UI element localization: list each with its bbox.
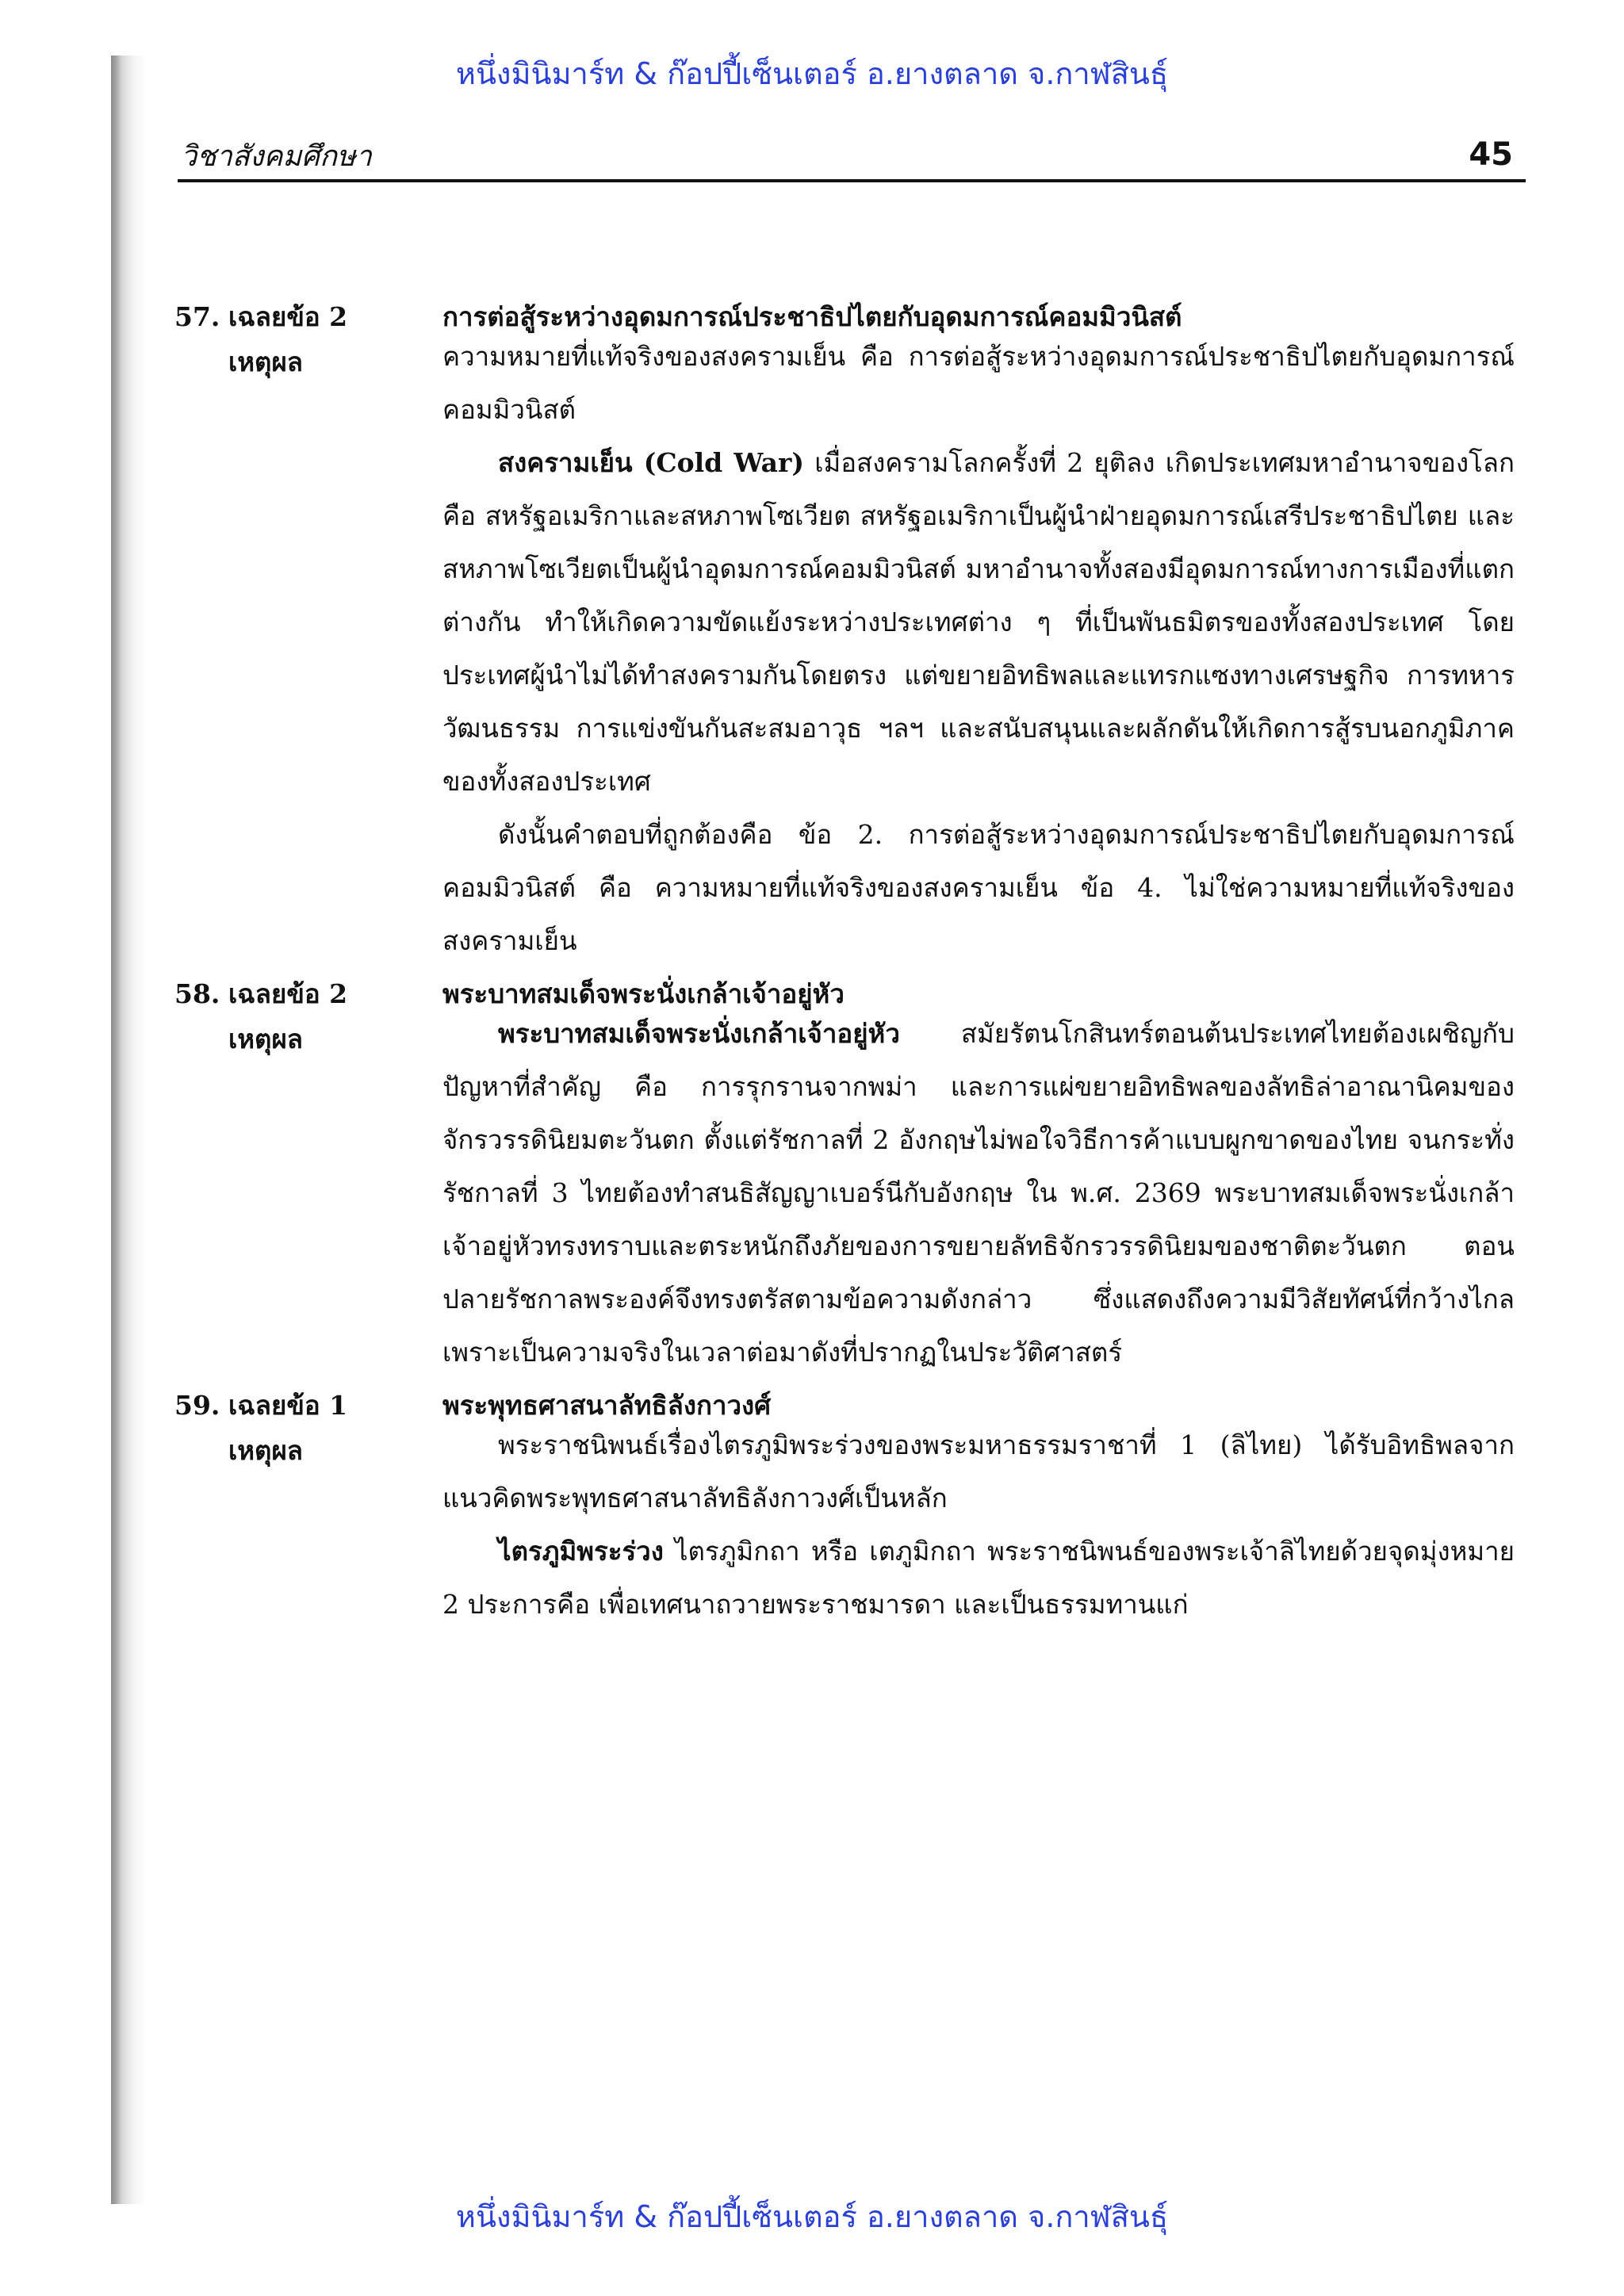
page-number: 45 <box>1469 136 1513 173</box>
answer-content <box>174 293 1515 1634</box>
reason-label: เหตุผล <box>228 1024 304 1054</box>
reason-label: เหตุผล <box>228 1435 304 1466</box>
answer-label: เฉลยข้อ 2 <box>228 301 348 332</box>
answer-item-58 <box>174 970 1515 1379</box>
reason-body <box>442 1007 1515 1379</box>
answer-text: การต่อสู้ระหว่างอุดมการณ์ประชาธิปไตยกับอุดมการณ์คอมมิวนิสต์ <box>442 301 1182 332</box>
reason-paragraph <box>442 1525 1515 1631</box>
subject-heading: วิชาสังคมศึกษา <box>181 140 372 173</box>
answer-text: พระบาทสมเด็จพระนั่งเกล้าเจ้าอยู่หัว <box>442 978 845 1009</box>
bold-term: ไตรภูมิพระร่วง <box>498 1536 664 1567</box>
reason-paragraph: ความหมายที่แท้จริงของสงครามเย็น คือ การต่อสู้ระหว่างอุดมการณ์ประชาธิปไตยกับอุดมการณ์คอมมิวนิสต์ <box>442 341 1515 425</box>
watermark-bottom: หนึ่งมินิมาร์ท & ก๊อปปี้เซ็นเตอร์ อ.ยางตลาด จ.กาฬสินธุ์ <box>455 2199 1169 2234</box>
answer-label: เฉลยข้อ 1 <box>228 1390 348 1421</box>
bold-term: สงครามเย็น (Cold War) <box>498 447 804 478</box>
reason-label: เหตุผล <box>228 346 304 377</box>
reason-paragraph <box>442 436 1515 808</box>
item-number: 59. <box>174 1390 220 1421</box>
reason-paragraph: ดังนั้นคำตอบที่ถูกต้องคือ ข้อ 2. การต่อสู้ระหว่างอุดมการณ์ประชาธิปไตยกับอุดมการณ์คอมมิวนิสต์ คือ ความหมายที่แท้จริงของสงครามเย็น ข้อ 4. ไม่ใช่ความหมายที่แท้จริงของสงครามเย็น <box>442 819 1515 956</box>
reason-paragraph: พระราชนิพนธ์เรื่องไตรภูมิพระร่วงของพระมหาธรรมราชาที่ 1 (ลิไทย) ได้รับอิทธิพลจากแนวคิดพระพุทธศาสนาลัทธิลังกาวงศ์เป็นหลัก <box>442 1429 1515 1513</box>
paragraph-text: เมื่อสงครามโลกครั้งที่ 2 ยุติลง เกิดประเทศมหาอำนาจของโลก คือ สหรัฐอเมริกาและสหภาพโซเวียต สหรัฐอเมริกาเป็นผู้นำฝ่ายอุดมการณ์เสรีประชาธิปไตย และสหภาพโซเวียตเป็นผู้นำอุดมการณ์คอมมิวนิสต์ มหาอำนาจทั้งสองมีอุดมการณ์ทางการเมืองที่แตกต่างกัน ทำให้เกิดความขัดแย้งระหว่างประเทศต่าง ๆ ที่เป็นพันธมิตรของทั้งสองประเทศ โดยประเทศผู้นำไม่ได้ทำสงครามกันโดยตรง แต่ขยายอิทธิพลและแทรกแซงทางเศรษฐกิจ การทหาร วัฒนธรรม การแข่งขันกันสะสมอาวุธ ฯลฯ และสนับสนุนและผลักดันให้เกิดการสู้รบนอกภูมิภาคของทั้งสองประเทศ <box>442 447 1515 797</box>
item-number: 58. <box>174 978 220 1009</box>
bold-term: พระบาทสมเด็จพระนั่งเกล้าเจ้าอยู่หัว <box>498 1018 900 1049</box>
reason-paragraph <box>442 1007 1515 1379</box>
answer-item-57 <box>174 293 1515 967</box>
paragraph-text: ไตรภูมิกถา หรือ เตภูมิกถา พระราชนิพนธ์ของพระเจ้าลิไทยด้วยจุดมุ่งหมาย 2 ประการคือ เพื่อเทศนาถวายพระราชมารดา และเป็นธรรมทานแก่ <box>442 1536 1515 1620</box>
watermark-top: หนึ่งมินิมาร์ท & ก๊อปปี้เซ็นเตอร์ อ.ยางตลาด จ.กาฬสินธุ์ <box>455 56 1169 91</box>
paragraph-text: สมัยรัตนโกสินทร์ตอนต้นประเทศไทยต้องเผชิญกับปัญหาที่สำคัญ คือ การรุกรานจากพม่า และการแผ่ขยายอิทธิพลของลัทธิล่าอาณานิคมของจักรวรรดินิยมตะวันตก ตั้งแต่รัชกาลที่ 2 อังกฤษไม่พอใจวิธีการค้าแบบผูกขาดของไทย จนกระทั่งรัชกาลที่ 3 ไทยต้องทำสนธิสัญญาเบอร์นีกับอังกฤษ ใน พ.ศ. 2369 พระบาทสมเด็จพระนั่งเกล้าเจ้าอยู่หัวทรงทราบและตระหนักถึงภัยของการขยายลัทธิจักรวรรดินิยมของชาติตะวันตก ตอนปลายรัชกาลพระองค์จึงทรงตรัสตามข้อความดังกล่าว ซึ่งแสดงถึงความมีวิสัยทัศน์ที่กว้างไกล เพราะเป็นความจริงในเวลาต่อมาดังที่ปรากฏในประวัติศาสตร์ <box>442 1018 1515 1368</box>
reason-body <box>442 1418 1515 1631</box>
answer-label: เฉลยข้อ 2 <box>228 978 348 1009</box>
reason-body <box>442 330 1515 967</box>
answer-item-59 <box>174 1382 1515 1631</box>
scan-edge-shadow <box>111 55 146 2204</box>
answer-text: พระพุทธศาสนาลัทธิลังกาวงศ์ <box>442 1390 772 1421</box>
item-number: 57. <box>174 301 220 332</box>
header-rule <box>178 179 1526 182</box>
